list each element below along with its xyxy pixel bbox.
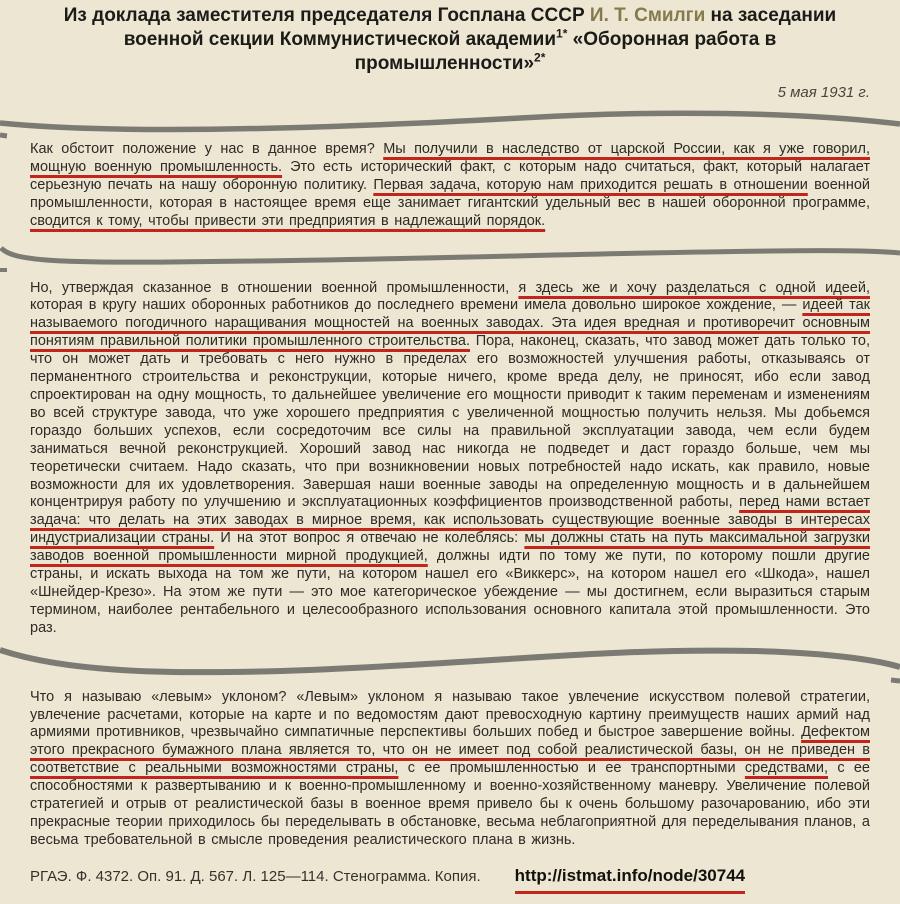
title-footnote-marker: 1*: [556, 26, 568, 41]
title-author-name: И. Т. Смилги: [589, 5, 706, 26]
red-underlined-text-run: Дефектом этого прекрасного бумажного плана является то, что он не имеет под собой реалистической базы, он не приведен в соответствие с реальными возможностями страны,: [30, 724, 870, 777]
document-page: [0, 4, 900, 904]
text-run: военной промышленности, которая в настоящее время еще занимает гигантский удельный вес в нашей оборонной программе,: [30, 176, 870, 211]
text-run: Что я называю «левым» уклоном? «Левым» уклоном я называю такое увлечение искусством полевой стратегии, увлечение расчетами, которые на карте и по ведомостям дают превосходную картину преимуществ наших армий над армиями противников, чрезвычайно симпатичные перспективы больших побед и быстрое завершение войны.: [30, 688, 870, 741]
paragraph-1: [30, 141, 870, 231]
source-url: http://istmat.info/node/30744: [515, 866, 745, 894]
red-underlined-text-run: Мы получили в наследство от царской России, как я уже говорил, мощную военную промышленность.: [30, 141, 870, 175]
text-run: Это есть исторический факт, с которым надо считаться, факт, который налагает серьезную печать на нашу оборонную политику.: [30, 158, 870, 193]
separator-line-3: [0, 638, 900, 684]
archive-reference: РГАЭ. Ф. 4372. Оп. 91. Д. 567. Л. 125—114. Стенограмма. Копия.: [30, 867, 481, 885]
document-date: 5 мая 1931 г.: [777, 84, 870, 101]
red-underlined-text-run: идеей так называемого погодичного наращивания мощностей на военных заводах. Эта идея вредная и противоречит основным понятиям правильной политики промышленного строительства.: [30, 297, 870, 350]
paragraph-3: [30, 689, 870, 850]
text-run: которая в кругу наших оборонных работников до последнего времени имела довольно широкое хождение, —: [30, 297, 803, 314]
red-underlined-text-run: мы должны стать на путь максимальной загрузки заводов военной промышленности мирной продукцией,: [30, 530, 870, 565]
text-run: Как обстоит положение у нас в данное время?: [30, 141, 384, 157]
text-run: Но, утверждая сказанное в отношении военной промышленности,: [30, 279, 519, 296]
text-run: И на этот вопрос я отвечаю не колеблясь:: [214, 530, 525, 547]
text-run: с ее промышленностью и ее транспортными: [398, 760, 745, 777]
text-run: должны идти по тому же пути, по которому пошли другие страны, и искать выхода на том же пути, на котором нашел его «Виккерс», на котором нашел его «Шкода», нашел «Шнейдер-Крезо». На этом же пути — это мое категорическое убеждение — мы достигнем, если выразиться старым термином, наиболее рентабельного и целесообразного использования основного капитала этой промышленности. Это раз.: [30, 548, 870, 636]
title-text-run: на заседании военной секции Коммунистической академии: [123, 5, 837, 50]
separator-line-2: [0, 243, 900, 273]
title-footnote-marker: 2*: [534, 50, 546, 65]
ink-mark: [891, 680, 900, 681]
text-run: с ее способностями к развертыванию и к военно-промышленному и военно-хозяйственному маневру. Увеличение полевой стратегией и отрыв от реалистической базы в военное время привело бы к очень большому разочарованию, ибо эти прекрасные теории приходилось бы переделывать в обстановке, весьма неблагоприятной для переделывания планов, а весьма требовательной в смысле проведения реалистического плана в жизнь.: [30, 760, 870, 848]
separator-line-1: [0, 103, 900, 139]
red-underlined-text-run: средствами,: [744, 760, 829, 777]
footer: [30, 866, 870, 894]
title-text-run: Из доклада заместителя председателя Госплана СССР: [63, 5, 590, 26]
title-text-run: «Оборонная работа в промышленности»: [354, 29, 777, 74]
red-underlined-text-run: сводится к тому, чтобы привести эти предприятия в надлежащий порядок.: [30, 212, 546, 229]
document-title: [60, 4, 840, 76]
red-underlined-text-run: Первая задача, которую нам приходится решать в отношении: [373, 176, 808, 193]
text-run: Пора, наконец, сказать, что завод может дать только то, что он может дать и требовать с него нужно в пределах его возможностей улучшения работы, отказываясь от перманентного строительства и реконструкции, которые ничего, кроме вреда делу, не приносят, ибо если завод спроектирован на одну мощность, то дальнейшее увеличение его мощности приводит к таким переменам и изменениям во всей структуре завода, что уже хорошего предприятия с увеличенной мощностью получить нельзя. Мы добьемся гораздо больших успехов, если сосредоточим все силы на правильной эксплуатации завода, чем если будем заниматься вечной реконструкцией. Хороший завод нас никогда не подведет и даст гораздо больше, чем мы теоретически считаем. Надо сказать, что при возникновении новых потребностей надо искать, как правило, новые возможности для их удовлетворения. Завершая наши военные заводы на определенную мощность и в дальнейшем концентрируя работу по улучшению и эксплуатационных коэффициентов производственной работы,: [30, 333, 871, 511]
ink-mark: [0, 135, 7, 136]
paragraph-2: [30, 280, 870, 638]
red-underlined-text-run: я здесь же и хочу разделаться с одной идеей,: [518, 279, 870, 296]
red-underlined-text-run: перед нами встает задача: что делать на этих заводах в мирное время, как использовать существующие военные заводы в интересах индустриализации страны.: [30, 494, 870, 547]
